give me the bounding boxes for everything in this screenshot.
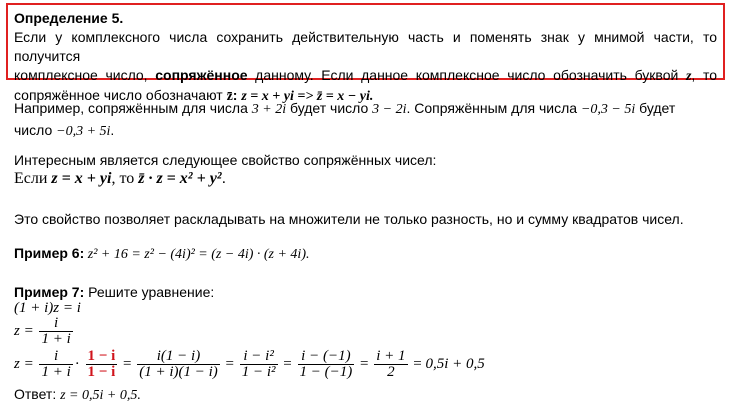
- example-6: Пример 6: z² + 16 = z² − (4i)² = (z − 4i) · (z + 4i).: [14, 245, 310, 262]
- example-paragraph: [14, 98, 714, 142]
- conjugate-formula: z = x + yi => z̄ = x − yi.: [241, 89, 374, 104]
- example-7-heading: Пример 7: Решите уравнение:: [14, 284, 215, 300]
- example-line-1: Например, сопряжённым для числа 3 + 2i будет число 3 − 2i. Сопряжённым для числа −0,3 − 5i будет: [14, 100, 676, 117]
- definition-line-3: сопряжённое число обозначают z̄: z = x + yi => z̄ = x − yi.: [14, 87, 374, 104]
- definition-line-1: Если у комплексного числа сохранить действительную часть и поменять знак у мнимой части, то получится: [14, 29, 717, 64]
- property-note: Это свойство позволяет раскладывать на множители не только разность, но и сумму квадратов чисел.: [14, 211, 684, 227]
- definition-box: [6, 3, 725, 104]
- property-intro: Интересным является следующее свойство сопряжённых чисел:: [14, 152, 437, 168]
- example-line-2: число −0,3 + 5i.: [14, 122, 115, 139]
- definition-title: Определение 5.: [14, 10, 124, 26]
- definition-line-2: комплексное число, сопряжённое данному. Если данное комплексное число обозначить буквой z, то: [14, 67, 717, 84]
- equation-3: z = $\frac{i}{1 + i}$ · $\frac{1 - i}{1 - i}$ = $\frac{i(1 - i)}{(1 + i)(1 - i)}$ = $\frac{\text{i − i²}}{\text{1 − i²}}$ = $\frac{i - (-1)}{1 - (-1)}$ = $\frac{i + 1}{2}$ = 0,5i + 0,5: [14, 348, 485, 380]
- property-formula: Если z = x + yi, то z̄ · z = x² + y².: [14, 170, 227, 187]
- answer: Ответ: z = 0,5i + 0,5.: [14, 386, 141, 403]
- equation-2: z = $\frac{i}{1 + i}$: [14, 315, 71, 347]
- equation-1: (1 + i)z = i: [14, 300, 81, 316]
